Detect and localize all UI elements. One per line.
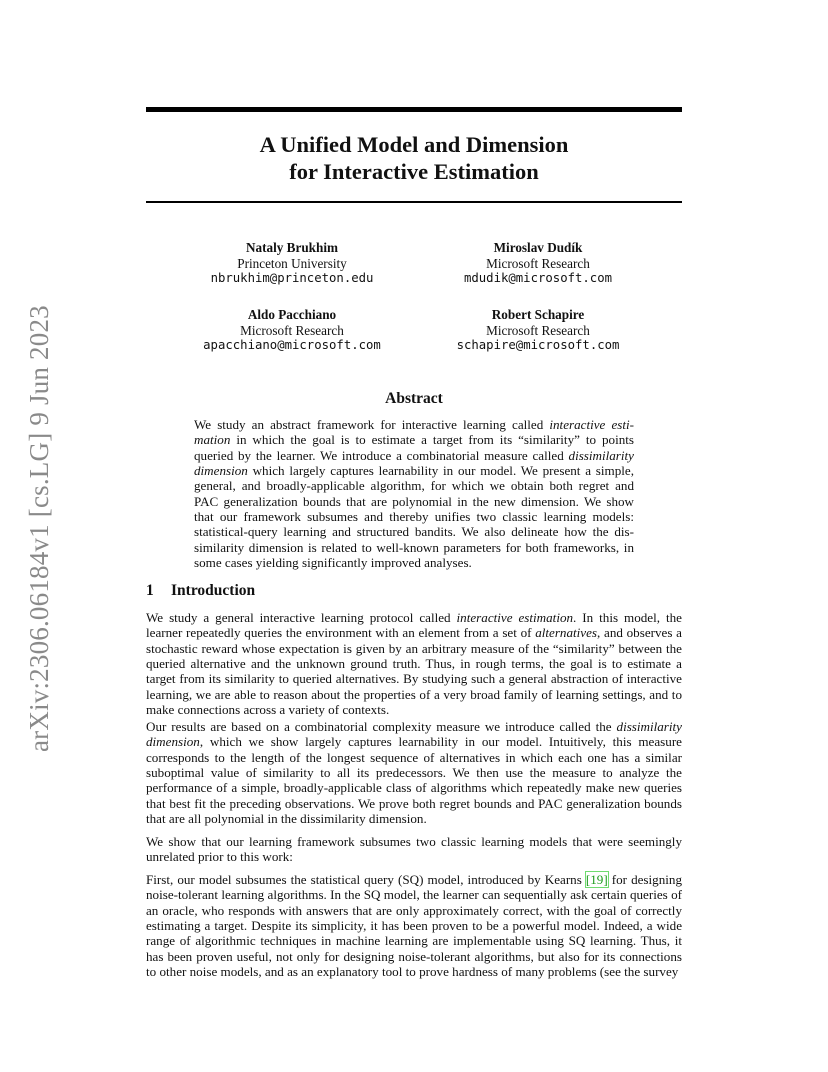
title-rule-top [146, 107, 682, 112]
paper-title [146, 131, 682, 185]
title-line-2: for Interactive Estimation [289, 159, 539, 184]
author-email: nbrukhim@princeton.edu [210, 271, 374, 285]
paragraph [146, 719, 682, 826]
section-title: Introduction [171, 582, 256, 599]
author-email: mdudik@microsoft.com [463, 271, 613, 285]
emphasis: alternatives [535, 625, 598, 641]
section-heading-introduction [146, 582, 682, 600]
author-affiliation: Microsoft Research [486, 255, 590, 271]
title-line-1: A Unified Model and Dimension [259, 132, 569, 157]
author-affiliation: Princeton University [237, 255, 347, 271]
abstract-text-run: which largely captures learnability in our model. We present a simple, general, and broadly-applicable algorithm, for which we obtain both regret and PAC generalization bounds that are polynomial in the new dimension. We show that our framework subsumes and thereby unifies two classic learning models: statistical-query learning and structured bandits. We also delineate how the dis-similarity dimension is related to well-known parameters for both frameworks, in some cases yielding significantly improved analyses. [194, 463, 634, 571]
author-name: Miroslav Dudík [493, 240, 583, 255]
author-email: apacchiano@microsoft.com [203, 338, 381, 352]
author-name: Robert Schapire [491, 307, 585, 322]
author-affiliation: Microsoft Research [486, 322, 590, 338]
text-run: , which we show largely captures learnability in our model. Intuitively, this measure corresponds to the length of the longest sequence of alternatives in which each one has a similar suboptimal value of similarity to all its predecessors. We then use the measure to analyze the performance of a simple, broadly-applicable class of algorithms which repeatedly make new queries that best fit the preceding observations. We prove both regret bounds and PAC generalization bounds that are all polynomial in the dissimilarity dimension. [146, 734, 682, 827]
author-name: Aldo Pacchiano [247, 307, 337, 322]
title-rule-bottom [146, 201, 682, 203]
author-block [408, 240, 668, 287]
abstract-emphasis: dissimilarity dimension [194, 447, 634, 479]
text-run: for designing noise-tolerant learning algorithms. In the SQ model, the learner can sequentially ask certain queries of an oracle, who responds with answers that are only approximately correct, with the goal of correctly estimating a target. Despite its simplicity, it has been proven to be a powerful model. Indeed, a wide range of algorithmic techniques in machine learning are implementable using SQ learning. Thus, it has been proven useful, not only for designing noise-tolerant algorithms, but also for its connections to other noise models, and as an explanatory tool to prove hardness of many problems (see the survey [146, 872, 682, 980]
author-name: Nataly Brukhim [246, 240, 338, 255]
author-block [408, 307, 668, 354]
abstract-emphasis: interactive esti-mation [194, 417, 634, 448]
paragraph [146, 610, 682, 717]
author-affiliation: Microsoft Research [240, 322, 344, 338]
section-number: 1 [146, 582, 154, 599]
arxiv-stamp: arXiv:2306.06184v1 [cs.LG] 9 Jun 2023 [24, 305, 54, 752]
abstract-text-run: We study an abstract framework for interactive learning called [194, 417, 550, 432]
text-run: . In this model, the learner repeatedly queries the environment with an element from a set of [146, 610, 682, 641]
emphasis: interactive estimation [456, 610, 574, 625]
abstract-heading: Abstract [385, 390, 443, 407]
text-run: , and observes a stochastic reward whose expectation is given by an arbitrary measure of the “similarity” between the queried alternative and the unknown ground truth. Thus, in rough terms, the goal is to estimate a target from its similarity to queried alternatives. By studying such a general abstraction of interactive learning, we are able to reason about the properties of a very broad family of learning settings, and to make connections across a variety of contexts. [146, 625, 682, 718]
text-run: First, our model subsumes the statistical query (SQ) model, introduced by Kearns [146, 872, 586, 887]
citation-link[interactable]: [19] [585, 872, 608, 887]
text-run: We study a general interactive learning protocol called [146, 610, 457, 625]
text-run: Our results are based on a combinatorial complexity measure we introduce called the [146, 719, 617, 734]
paragraph: We show that our learning framework subsumes two classic learning models that were seemingly unrelated prior to this work: [146, 834, 682, 865]
abstract-text-run: in which the goal is to estimate a target from its “similarity” to points queried by the learner. We introduce a combinatorial measure called [194, 432, 634, 463]
abstract-text [194, 417, 634, 570]
paragraph [146, 872, 682, 979]
author-block [162, 240, 422, 287]
author-email: schapire@microsoft.com [456, 338, 620, 352]
emphasis: dissimilarity dimension [146, 719, 682, 750]
author-block [162, 307, 422, 354]
